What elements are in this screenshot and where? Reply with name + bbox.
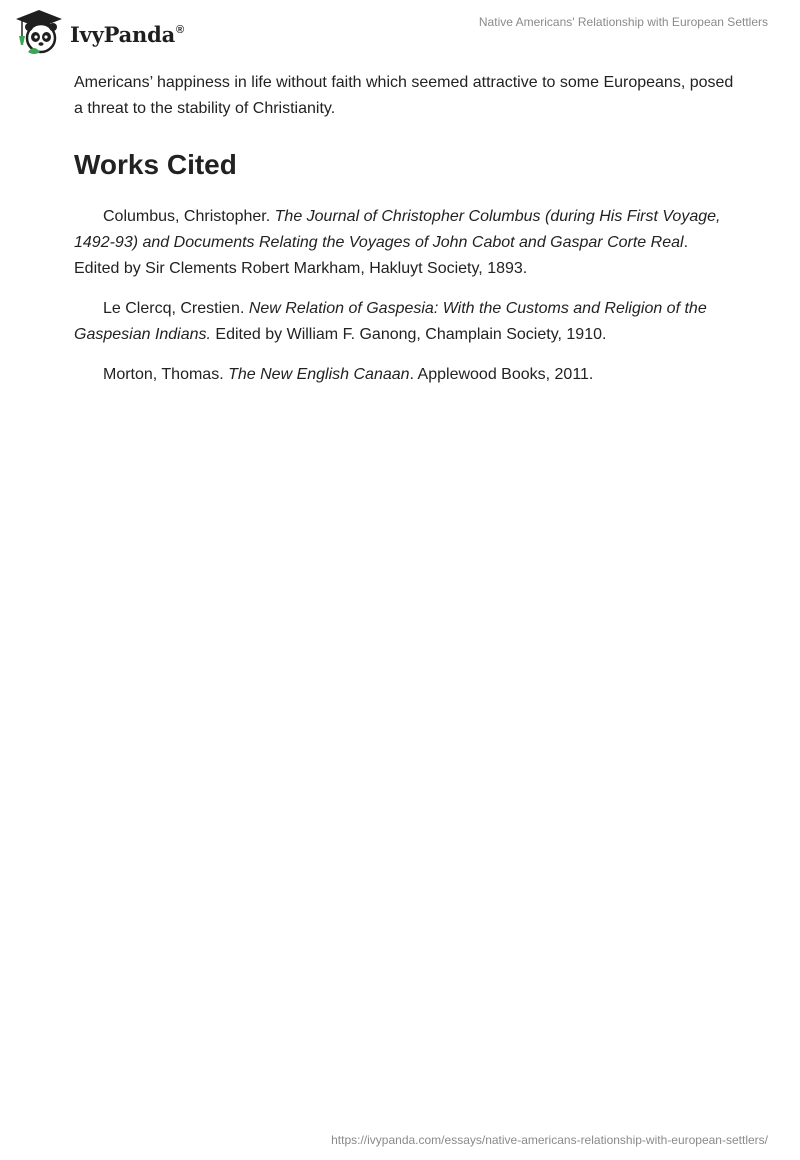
reference-author: Columbus, Christopher. [103,208,275,225]
reference-author: Morton, Thomas. [103,366,229,383]
reference-title: The Journal of Christopher Columbus (during His First Voyage, 1492-93) and Documents Relating the Voyages of John Cabot and Gaspar Corte Real [74,208,721,251]
reference-details: . Applewood Books, 2011. [409,366,594,383]
reference-author: Le Clercq, Crestien. [103,300,249,317]
reference-title: The New English Canaan [228,366,410,383]
reference-item [74,296,734,348]
reference-item [74,362,734,388]
ivypanda-logo[interactable] [14,8,184,56]
document-body [74,70,734,402]
reference-item [74,204,734,282]
reference-title: New Relation of Gaspesia: With the Customs and Religion of the Gaspesian Indians. [74,300,707,343]
logo-wordmark: IvyPanda® [70,21,184,47]
reference-details: Edited by William F. Ganong, Champlain Society, 1910. [210,326,607,343]
document-title: Native Americans' Relationship with European Settlers [478,15,768,29]
reference-details: . Edited by Sir Clements Robert Markham, Hakluyt Society, 1893. [74,234,689,277]
works-cited-list [74,204,734,388]
works-cited-heading: Works Cited [74,149,237,180]
page-header [0,0,800,60]
source-url[interactable]: https://ivypanda.com/essays/native-americans-relationship-with-european-settlers/ [331,1133,768,1147]
panda-graduation-cap-icon [14,8,64,56]
intro-paragraph: Americans’ happiness in life without faith which seemed attractive to some Europeans, posed a threat to the stability of Christianity. [74,74,734,117]
registered-mark: ® [176,23,184,36]
